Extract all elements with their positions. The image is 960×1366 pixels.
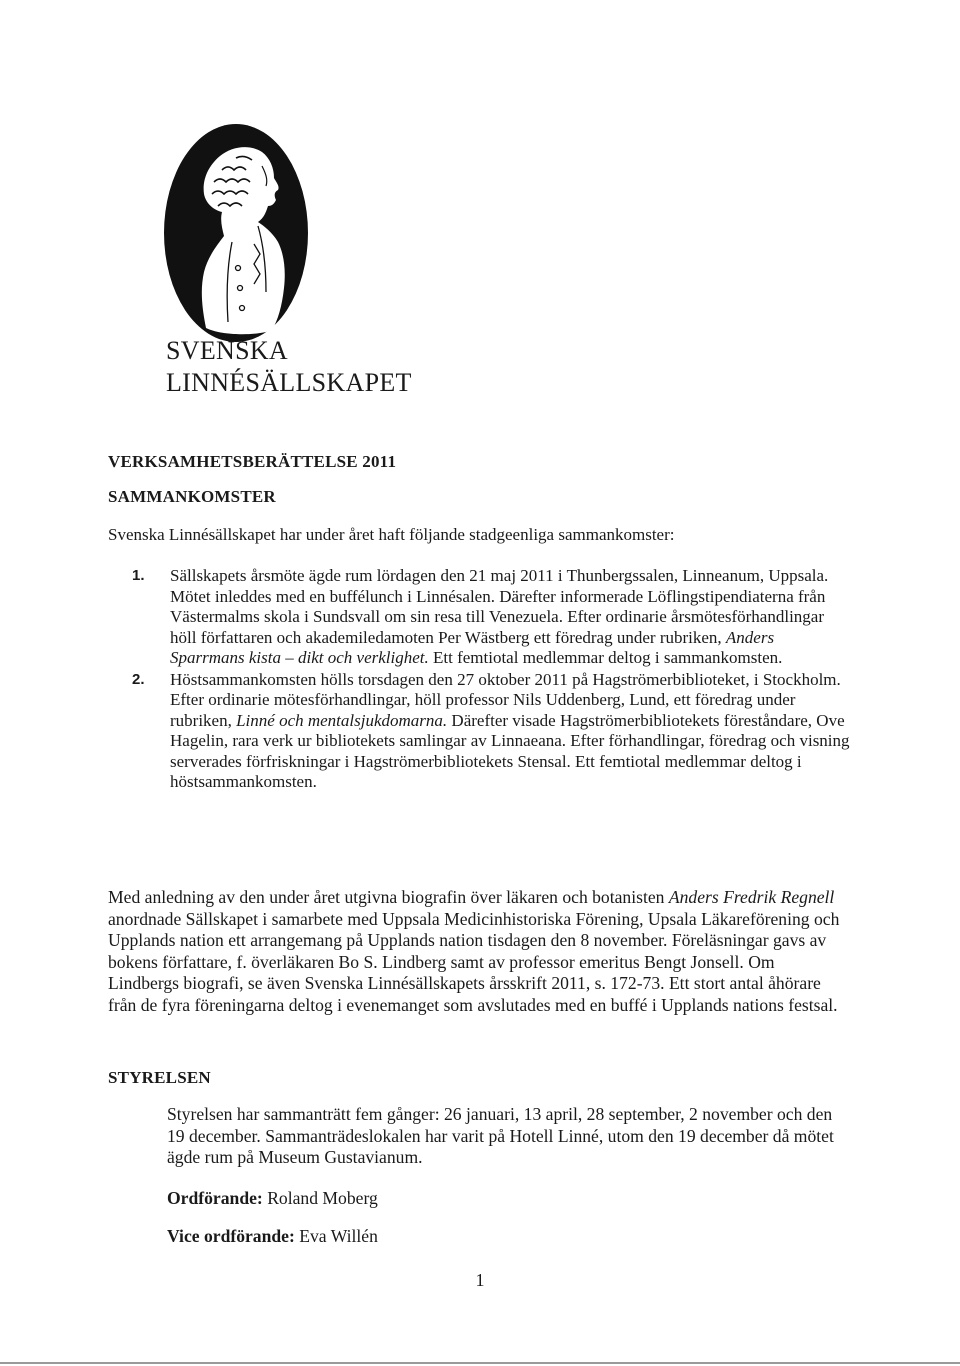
- list-item: [120, 566, 850, 669]
- list-item-number: 2.: [132, 670, 145, 688]
- page-number: 1: [475, 1270, 485, 1290]
- society-name-line-2: LINNÉSÄLLSKAPET: [166, 368, 412, 397]
- society-name-line-1: SVENSKA: [166, 336, 289, 365]
- event-text-part-a: Med anledning av den under året utgivna biografin över läkaren och botanisten: [108, 887, 669, 907]
- bottom-edge-divider: [0, 1362, 960, 1364]
- meeting-text-part-a: Höstsammankomsten hölls torsdagen den 27 oktober 2011 på Hagströmerbiblioteket, i Stockholm. Efter ordinarie mötesförhandlingar, höll professor Nils Uddenberg, Lund, ett föredrag under rubriken,: [170, 669, 841, 730]
- list-item: [120, 670, 850, 793]
- report-title: VERKSAMHETSBERÄTTELSE 2011: [108, 452, 397, 471]
- chair-line: [167, 1188, 378, 1209]
- meeting-text-part-a: Sällskapets årsmöte ägde rum lördagen den 21 maj 2011 i Thunbergssalen, Linneanum, Uppsala. Mötet inleddes med en buffélunch i Linnésalen. Därefter informerade Löflingstipendiaterna från Västermalms skola i Sundsvall om sin resa till Venezuela. Efter ordinarie årsmötesförhandlingar höll författaren och akademiledamoten Per Wästberg ett föredrag under rubriken,: [170, 566, 829, 647]
- linnaeus-portrait-medallion-icon: [162, 122, 310, 344]
- chair-label: Ordförande:: [167, 1188, 263, 1208]
- board-paragraph: Styrelsen har sammanträtt fem gånger: 26 januari, 13 april, 28 september, 2 november och den 19 december. Sammanträdeslokalen har varit på Hotell Linné, utom den 19 december då mötet ägde rum på Museum Gustavianum.: [167, 1104, 834, 1167]
- list-item-number: 1.: [132, 567, 145, 584]
- section-heading-meetings: SAMMANKOMSTER: [108, 487, 276, 506]
- lecture-title: Anders Sparrmans kista – dikt och verklighet.: [170, 627, 775, 667]
- book-subject-name: Anders Fredrik Regnell: [668, 887, 835, 907]
- meetings-intro: Svenska Linnésällskapet har under året haft följande stadgeenliga sammankomster:: [108, 525, 675, 544]
- chair-name: Roland Moberg: [267, 1188, 378, 1208]
- vice-chair-line: [167, 1226, 378, 1247]
- event-paragraph: [108, 887, 848, 1016]
- meeting-text-part-b: Därefter visade Hagströmerbibliotekets föreståndare, Ove Hagelin, rara verk ur bibliotekets samlingar av Linnaeana. Efter förhandlingar, föredrag och visning serverades förfriskningar i Hagströmerbibliotekets Stensal. Ett femtiotal medlemmar deltog i höstsammankomsten.: [170, 710, 850, 791]
- meeting-text-part-b: Ett femtiotal medlemmar deltog i sammankomsten.: [428, 648, 783, 667]
- lecture-title: Linné och mentalsjukdomarna.: [236, 710, 448, 730]
- vice-chair-name: Eva Willén: [299, 1226, 378, 1246]
- meetings-list: [120, 566, 850, 793]
- section-heading-board: STYRELSEN: [108, 1068, 211, 1087]
- vice-chair-label: Vice ordförande:: [167, 1226, 295, 1246]
- event-text-part-b: anordnade Sällskapet i samarbete med Uppsala Medicinhistoriska Förening, Upsala Läkareförening och Upplands nation ett arrangemang på Upplands nation tisdagen den 8 november. Föreläsningar gavs av bokens författare, f. överläkaren Bo S. Lindberg samt av professor emeritus Bengt Jonsell. Om Lindbergs biografi, se även Svenska Linnésällskapets årsskrift 2011, s. 172-73. Ett stort antal åhörare från de fyra föreningarna deltog i evenemanget som avslutades med en buffé i Upplands nations festsal.: [108, 908, 840, 1015]
